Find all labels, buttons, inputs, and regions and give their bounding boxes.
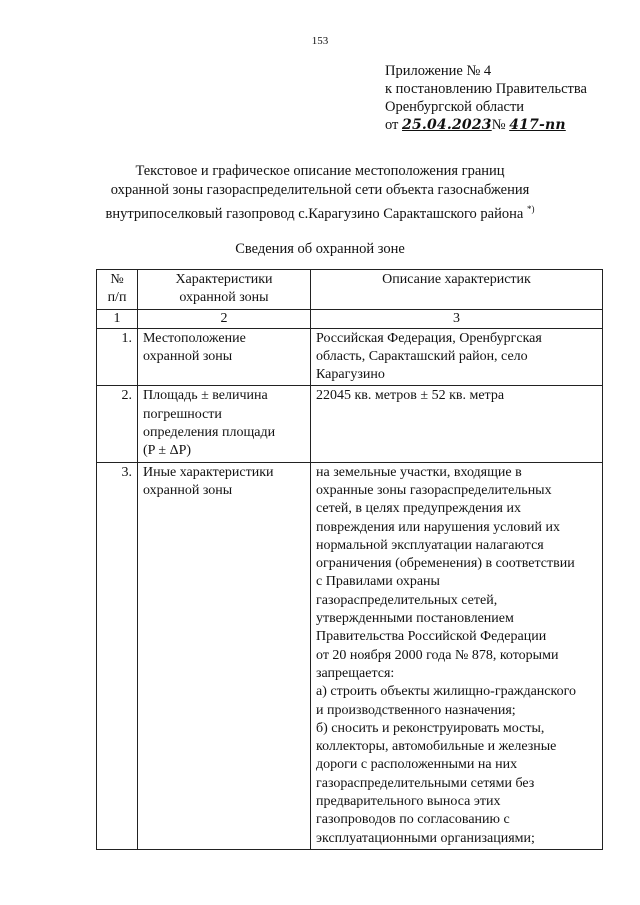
- appendix-line-2: к постановлению Правительства: [385, 81, 587, 97]
- title-line-3-text: внутрипоселковый газопровод с.Карагузино Саракташского района: [105, 205, 524, 222]
- row-description: 22045 кв. метров ± 52 кв. метра: [311, 386, 603, 462]
- column-number-3: 3: [311, 309, 603, 328]
- row-number: 3.: [97, 462, 138, 849]
- row-characteristic: Местоположение охранной зоны: [138, 328, 311, 386]
- table-header-row: [97, 270, 603, 310]
- document-title: [0, 162, 640, 224]
- row-number: 1.: [97, 328, 138, 386]
- number-sign: №: [491, 117, 506, 133]
- row-number: 2.: [97, 386, 138, 462]
- appendix-block: [385, 62, 587, 134]
- row-characteristic: Иные характеристики охранной зоны: [138, 462, 311, 849]
- table-row: [97, 462, 603, 849]
- row-description: Российская Федерация, Оренбургская область, Саракташский район, село Карагузино: [311, 328, 603, 386]
- title-line-3: [0, 200, 640, 224]
- appendix-prefix: от: [385, 117, 399, 133]
- handwritten-date: 25.04.2023: [402, 117, 492, 133]
- title-line-2: охранной зоны газораспределительной сети объекта газоснабжения: [110, 182, 530, 198]
- column-number-2: 2: [138, 309, 311, 328]
- handwritten-number: 417-пп: [509, 117, 566, 133]
- appendix-line-3: Оренбургской области: [385, 99, 525, 115]
- table-row: [97, 386, 603, 462]
- appendix-signature-line: [385, 116, 587, 134]
- appendix-line-1: Приложение № 4: [385, 63, 492, 79]
- row-description: на земельные участки, входящие в охранные зоны газораспределительных сетей, в целях предупреждения их повреждения или нарушения условий их нормальной эксплуатации налагаются ограничения (обременения) в соответствии с Правилами охраны газораспределительных сетей, утвержденными постановлением Правительства Российской Федерации от 20 ноября 2000 года № 878, которыми запрещается: а) строить объекты жилищно-гражданского и производственного назначения; б) сносить и реконструировать мосты, коллекторы, автомобильные и железные дороги с расположенными на них газораспределительными сетями без предварительного выноса этих газопроводов по согласованию с эксплуатационными организациями;: [311, 462, 603, 849]
- column-number-1: 1: [97, 309, 138, 328]
- section-subtitle: Сведения об охранной зоне: [235, 241, 405, 257]
- header-description: Описание характеристик: [311, 270, 603, 310]
- footnote-mark: *): [526, 204, 535, 214]
- row-characteristic: Площадь ± величина погрешности определения площади (P ± ΔP): [138, 386, 311, 462]
- title-line-1: Текстовое и графическое описание местоположения границ: [135, 163, 505, 179]
- zone-info-table: [96, 269, 603, 850]
- header-number: № п/п: [97, 270, 138, 310]
- table-row: [97, 328, 603, 386]
- header-characteristic: Характеристики охранной зоны: [138, 270, 311, 310]
- column-number-row: [97, 309, 603, 328]
- page-number: 153: [311, 35, 329, 47]
